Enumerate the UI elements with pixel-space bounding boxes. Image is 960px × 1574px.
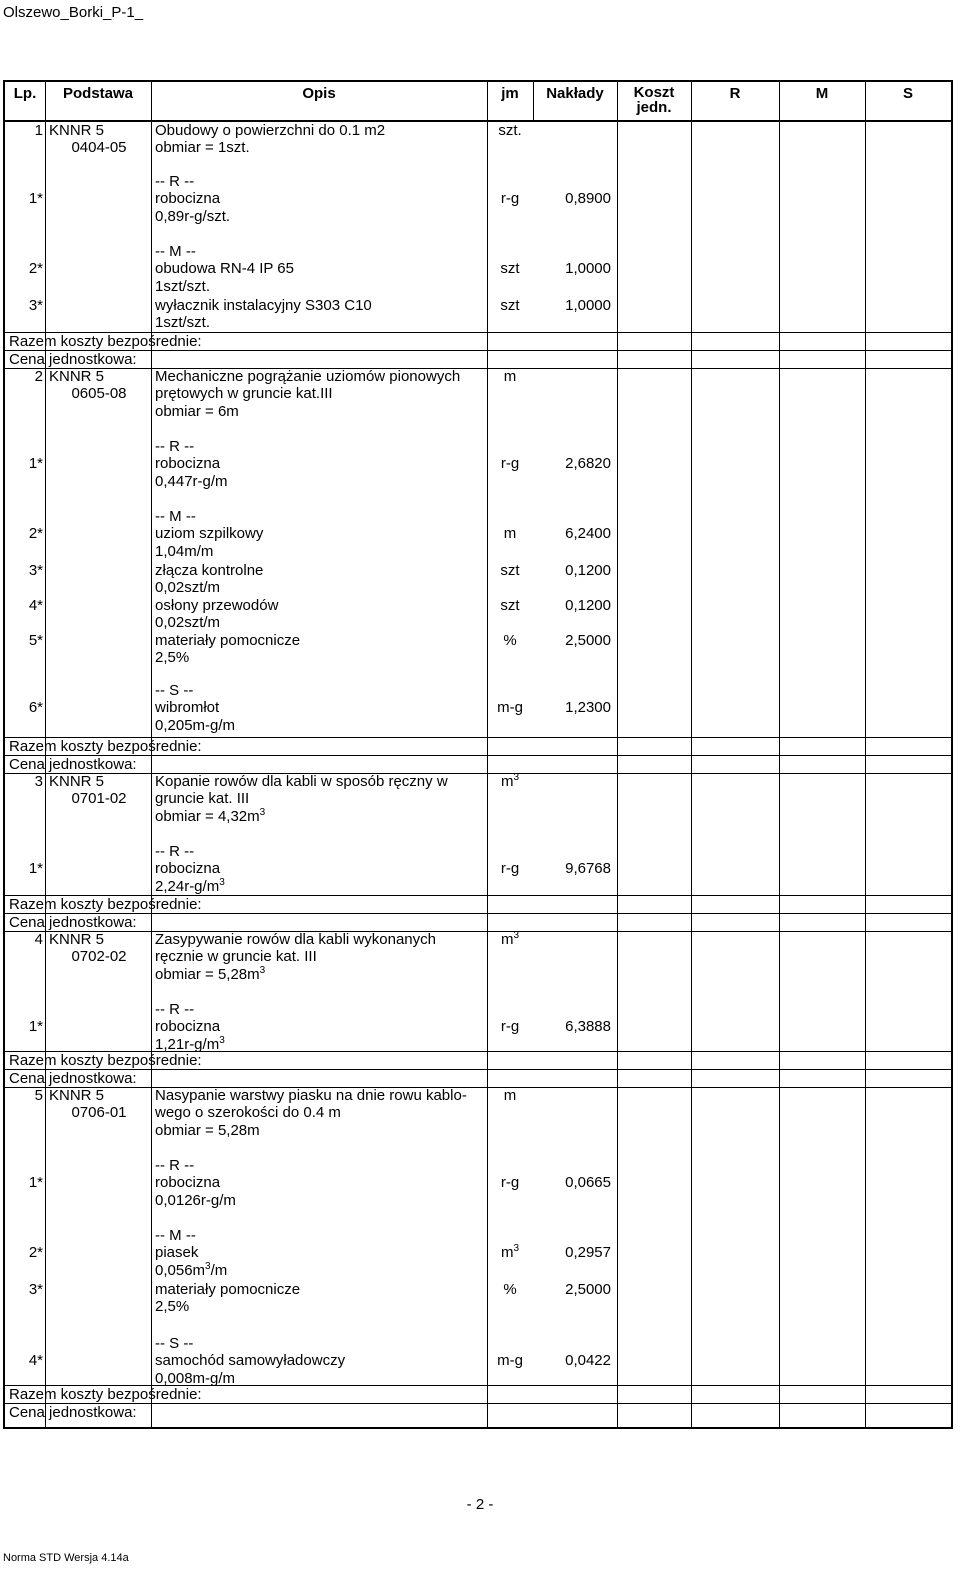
description-line: ręcznie w gruncie kat. III bbox=[155, 948, 317, 966]
description-line: robocizna bbox=[155, 455, 221, 473]
basis-code: KNNR 5 bbox=[49, 931, 105, 948]
quantity-cell: 0,1200 bbox=[565, 597, 611, 614]
unit-cell: m-g bbox=[497, 699, 523, 717]
description-line: obmiar = $4,32m^3$ bbox=[155, 806, 266, 825]
unit-cell: r-g bbox=[500, 455, 520, 473]
row-number: 3 bbox=[34, 773, 43, 790]
row-number: 4 bbox=[34, 931, 43, 948]
unit-cell: r-g bbox=[500, 860, 520, 878]
basis-code: KNNR 5 bbox=[49, 122, 105, 139]
description-line: -- M -- bbox=[155, 1227, 196, 1244]
description-line: 1,04m/m bbox=[155, 542, 214, 560]
row-number: 3* bbox=[28, 562, 43, 579]
basis-code: KNNR 5 bbox=[49, 368, 105, 385]
quantity-cell: 2,6820 bbox=[565, 455, 611, 473]
page-number: - 2 - bbox=[466, 1496, 494, 1513]
description-line: 0,02szt/m bbox=[155, 614, 221, 632]
row-number: 1 bbox=[34, 122, 43, 139]
description-line: robocizna bbox=[155, 190, 221, 208]
document-title: Olszewo_Borki_P-1_ bbox=[3, 4, 144, 21]
quantity-cell: 0,0665 bbox=[565, 1174, 611, 1192]
row-divider bbox=[5, 737, 951, 738]
row-number: 4* bbox=[28, 597, 43, 614]
row-number: 3* bbox=[28, 297, 43, 314]
row-divider bbox=[5, 913, 951, 914]
unit-cell: m bbox=[503, 525, 517, 543]
quantity-cell: 0,0422 bbox=[565, 1352, 611, 1370]
description-line: osłony przewodów bbox=[155, 597, 279, 614]
description-line: robocizna bbox=[155, 1174, 221, 1192]
unit-cell: m bbox=[503, 368, 517, 385]
description-line: Nasypanie warstwy piasku na dnie rowu kablo- bbox=[155, 1087, 467, 1104]
description-line: wibromłot bbox=[155, 699, 220, 717]
description-line: -- S -- bbox=[155, 1335, 194, 1352]
description-line: -- M -- bbox=[155, 508, 196, 525]
description-line: -- M -- bbox=[155, 243, 196, 260]
description-line: 2,5% bbox=[155, 1298, 190, 1316]
description-line: obudowa RN-4 IP 65 bbox=[155, 260, 294, 278]
row-divider bbox=[5, 1051, 951, 1052]
row-divider bbox=[5, 931, 951, 932]
description-line: wyłacznik instalacyjny S303 C10 bbox=[155, 297, 372, 314]
row-number: 2* bbox=[28, 260, 43, 278]
column-header-lp: Lp. bbox=[13, 85, 37, 102]
summary-label: Razem koszty bezpośrednie: bbox=[9, 1386, 202, 1403]
description-line: -- R -- bbox=[155, 173, 195, 190]
description-line: obmiar = 5,28m bbox=[155, 1121, 260, 1139]
quantity-cell: 9,6768 bbox=[565, 860, 611, 878]
quantity-cell: 0,8900 bbox=[565, 190, 611, 208]
description-line: 1szt/szt. bbox=[155, 314, 211, 332]
description-line: robocizna bbox=[155, 860, 221, 878]
quantity-cell: 0,2957 bbox=[565, 1244, 611, 1262]
summary-label: Razem koszty bezpośrednie: bbox=[9, 896, 202, 913]
row-number: 2* bbox=[28, 525, 43, 543]
unit-cell: $m^3$ bbox=[500, 772, 520, 790]
description-line: -- R -- bbox=[155, 1157, 195, 1174]
unit-cell: m bbox=[503, 1087, 517, 1104]
summary-label: Cena jednostkowa: bbox=[9, 1070, 137, 1087]
description-line: obmiar = 1szt. bbox=[155, 139, 250, 157]
description-line: 0,008m-g/m bbox=[155, 1369, 236, 1387]
column-header-naklady: Nakłady bbox=[546, 85, 604, 102]
unit-cell: szt. bbox=[498, 122, 522, 139]
description-line: Mechaniczne pogrążanie uziomów pionowych bbox=[155, 368, 461, 385]
quantity-cell: 6,3888 bbox=[565, 1018, 611, 1036]
description-line: $1,21r-g/m^3$ bbox=[155, 1034, 225, 1053]
unit-cell: szt bbox=[500, 297, 520, 314]
row-divider bbox=[5, 1069, 951, 1070]
unit-cell: % bbox=[503, 632, 517, 649]
description-line: samochód samowyładowczy bbox=[155, 1352, 346, 1370]
description-line: robocizna bbox=[155, 1018, 221, 1036]
unit-cell: szt bbox=[500, 562, 520, 579]
unit-cell: % bbox=[503, 1281, 517, 1298]
description-line: piasek bbox=[155, 1244, 199, 1262]
row-divider bbox=[5, 332, 951, 333]
row-divider bbox=[5, 1403, 951, 1404]
column-header-opis: Opis bbox=[302, 85, 336, 102]
summary-label: Razem koszty bezpośrednie: bbox=[9, 738, 202, 755]
unit-cell: $m^3$ bbox=[500, 1243, 520, 1262]
row-number: 6* bbox=[28, 699, 43, 717]
column-header-podstawa: Podstawa bbox=[62, 85, 134, 102]
description-line: 0,447r-g/m bbox=[155, 472, 228, 490]
description-line: 2,5% bbox=[155, 649, 190, 667]
row-number: 3* bbox=[28, 1281, 43, 1298]
description-line: obmiar = 6m bbox=[155, 402, 239, 420]
description-line: 0,02szt/m bbox=[155, 579, 221, 597]
row-divider bbox=[5, 895, 951, 896]
unit-cell: r-g bbox=[500, 1018, 520, 1036]
row-number: 1* bbox=[28, 1174, 43, 1192]
description-line: materiały pomocnicze bbox=[155, 1281, 301, 1298]
footer-version: Norma STD Wersja 4.14a bbox=[3, 1552, 129, 1564]
description-line: materiały pomocnicze bbox=[155, 632, 301, 649]
unit-cell: szt bbox=[500, 597, 520, 614]
description-line: $0,056m^3/m$ bbox=[155, 1260, 228, 1279]
description-line: wego o szerokości do 0.4 m bbox=[155, 1104, 341, 1122]
basis-code: KNNR 5 bbox=[49, 1087, 105, 1104]
summary-label: Razem koszty bezpośrednie: bbox=[9, 1052, 202, 1069]
description-line: obmiar = $5,28m^3$ bbox=[155, 964, 266, 983]
row-number: 2* bbox=[28, 1244, 43, 1262]
description-line: Zasypywanie rowów dla kabli wykonanych bbox=[155, 931, 436, 948]
row-number: 5* bbox=[28, 632, 43, 649]
quantity-cell: 1,0000 bbox=[565, 260, 611, 278]
description-line: uziom szpilkowy bbox=[155, 525, 264, 543]
unit-cell: $m^3$ bbox=[500, 930, 520, 948]
column-header-r: R bbox=[729, 85, 741, 102]
basis-code: 0702-02 bbox=[71, 948, 127, 966]
description-line: gruncie kat. III bbox=[155, 790, 250, 808]
row-number: 4* bbox=[28, 1352, 43, 1370]
basis-code: 0706-01 bbox=[71, 1104, 127, 1122]
row-divider bbox=[5, 1385, 951, 1386]
basis-code: KNNR 5 bbox=[49, 773, 105, 790]
summary-label: Cena jednostkowa: bbox=[9, 351, 137, 368]
row-number: 1* bbox=[28, 455, 43, 473]
summary-label: Cena jednostkowa: bbox=[9, 914, 137, 931]
description-line: prętowych w gruncie kat.III bbox=[155, 385, 333, 403]
description-line: 0,205m-g/m bbox=[155, 716, 236, 734]
unit-cell: szt bbox=[500, 260, 520, 278]
summary-label: Cena jednostkowa: bbox=[9, 756, 137, 773]
column-header-m: M bbox=[815, 85, 829, 102]
row-number: 1* bbox=[28, 1018, 43, 1036]
quantity-cell: 1,0000 bbox=[565, 297, 611, 314]
unit-cell: m-g bbox=[497, 1352, 523, 1370]
row-divider bbox=[5, 368, 951, 369]
quantity-cell: 1,2300 bbox=[565, 699, 611, 717]
row-number: 1* bbox=[28, 860, 43, 878]
description-line: 1szt/szt. bbox=[155, 277, 211, 295]
column-header-koszt: Koszt jedn. bbox=[633, 84, 675, 116]
summary-label: Cena jednostkowa: bbox=[9, 1404, 137, 1421]
unit-cell: r-g bbox=[500, 190, 520, 208]
row-divider bbox=[5, 773, 951, 774]
cost-estimate-table bbox=[3, 80, 953, 1429]
description-line: Obudowy o powierzchni do 0.1 m2 bbox=[155, 122, 386, 139]
description-line: Kopanie rowów dla kabli w sposób ręczny w bbox=[155, 773, 448, 790]
table-body bbox=[5, 82, 951, 1427]
row-number: 1* bbox=[28, 190, 43, 208]
description-line: -- R -- bbox=[155, 1001, 195, 1018]
basis-code: 0404-05 bbox=[71, 139, 127, 157]
basis-code: 0605-08 bbox=[71, 385, 127, 403]
row-number: 5 bbox=[34, 1087, 43, 1104]
row-divider bbox=[5, 350, 951, 351]
basis-code: 0701-02 bbox=[71, 790, 127, 808]
quantity-cell: 2,5000 bbox=[565, 1281, 611, 1298]
row-number: 2 bbox=[34, 368, 43, 385]
description-line: złącza kontrolne bbox=[155, 562, 264, 579]
description-line: -- R -- bbox=[155, 438, 195, 455]
description-line: -- R -- bbox=[155, 843, 195, 860]
quantity-cell: 6,2400 bbox=[565, 525, 611, 543]
description-line: $2,24r-g/m^3$ bbox=[155, 876, 225, 895]
row-divider bbox=[5, 755, 951, 756]
column-header-jm: jm bbox=[501, 85, 519, 102]
quantity-cell: 0,1200 bbox=[565, 562, 611, 579]
summary-label: Razem koszty bezpośrednie: bbox=[9, 333, 202, 350]
description-line: 0,0126r-g/m bbox=[155, 1191, 236, 1209]
quantity-cell: 2,5000 bbox=[565, 632, 611, 649]
row-divider bbox=[5, 1087, 951, 1088]
description-line: -- S -- bbox=[155, 682, 194, 699]
description-line: 0,89r-g/szt. bbox=[155, 207, 231, 225]
column-header-s: S bbox=[902, 85, 913, 102]
unit-cell: r-g bbox=[500, 1174, 520, 1192]
